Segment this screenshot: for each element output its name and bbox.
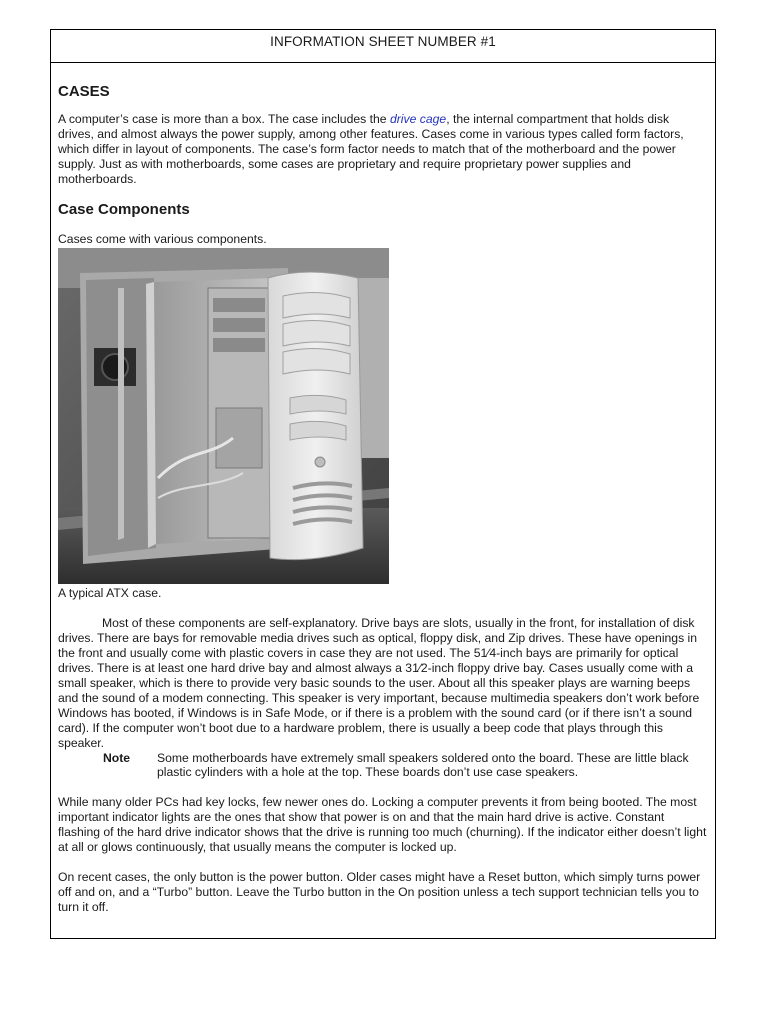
note-block <box>58 751 708 781</box>
sheet-title: INFORMATION SHEET NUMBER #1 <box>270 34 496 49</box>
atx-case-photo <box>58 248 389 584</box>
information-sheet <box>50 29 716 939</box>
sheet-body <box>51 83 715 915</box>
intro-text-start: A computer’s case is more than a box. The case includes the <box>58 112 390 126</box>
components-paragraph-3: On recent cases, the only button is the power button. Older cases might have a Reset button, which simply turns power off and on, and a “Turbo” button. Leave the Turbo button in the On position unless a tech support technician tells you to turn it off. <box>58 869 701 914</box>
cases-intro-paragraph <box>58 112 708 187</box>
photo-caption: A typical ATX case. <box>58 586 162 601</box>
case-components-heading: Case Components <box>58 200 190 218</box>
cases-heading: CASES <box>58 83 110 100</box>
sheet-header <box>51 30 715 63</box>
components-lead: Cases come with various components. <box>58 231 267 246</box>
components-paragraph-1: Most of these components are self-explanatory. Drive bays are slots, usually in the front, for installation of disk drives. There are bays for removable media drives such as optical, floppy disk, and Zip drives. These have openings in the front and usually come with plastic covers in case they are not used. The 51⁄4-inch bays are primarily for optical drives. There is at least one hard drive bay and almost always a 31⁄2-inch floppy drive bay. Cases usually come with a small speaker, which is there to provide very basic sounds to the user. About all this speaker plays are warning beeps and the sound of a modem connecting. This speaker is very important, because multimedia speakers don’t work before Windows has booted, if Windows is in Safe Mode, or if there is a problem with the sound card (or if there isn’t a sound card). If the computer won’t boot due to a hardware problem, there is usually a beep code that plays through this speaker. <box>58 616 700 750</box>
note-text: Some motherboards have extremely small speakers soldered onto the board. These are little black plastic cylinders with a hole at the top. These boards don’t use case speakers. <box>157 750 689 780</box>
drive-cage-link[interactable]: drive cage <box>389 112 447 126</box>
components-paragraph-2: While many older PCs had key locks, few newer ones do. Locking a computer prevents it from being booted. The most important indicator lights are the ones that show that power is on and that the main hard drive is active. Constant flashing of the hard drive indicator shows that the drive is running too much (churning). If the indicator either doesn’t light at all or glows continuously, that usually means the computer is locked up. <box>58 795 707 855</box>
intro-text-end: , the internal compartment that holds disk drives, and almost always the power supply, among other features. Cases come in various types called form factors, which differ in layout of components. The case’s form factor needs to match that of the motherboard and the power supply. Just as with motherboards, some cases are proprietary and require proprietary power supplies and motherboards. <box>58 112 684 186</box>
note-label: Note <box>103 750 131 765</box>
